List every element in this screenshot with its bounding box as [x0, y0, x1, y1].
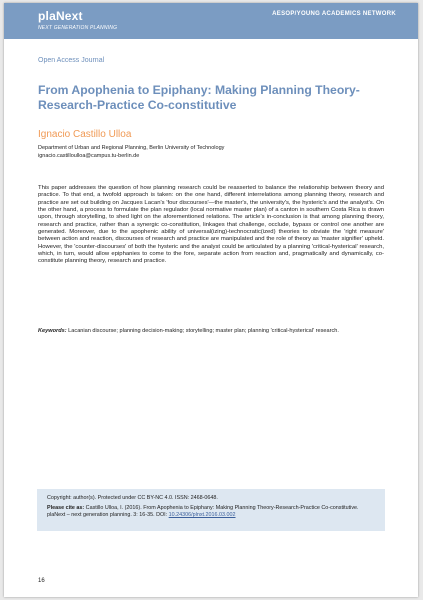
keywords-text: Lacanian discourse; planning decision-making; storytelling; master plan; planning 'critical-hysterical' research.	[68, 328, 339, 334]
citation	[47, 505, 372, 519]
keywords	[38, 328, 384, 335]
paper-title: From Apophenia to Epiphany: Making Planning Theory-Research-Practice Co-constitutive	[38, 83, 360, 112]
page-number: 16	[38, 578, 45, 584]
journal-tagline: NEXT GENERATION PLANNING	[38, 25, 118, 31]
journal-header	[4, 3, 418, 39]
citation-label: Please cite as:	[47, 505, 85, 511]
author-name: Ignacio Castillo Ulloa	[38, 129, 132, 140]
citation-text: Castillo Ulloa, I. (2016). From Apophenia to Epiphany: Making Planning Theory-Research-Practice Co-constitutive. plaNext – next generation planning. 3: 16-35. DOI:	[47, 505, 359, 518]
author-email[interactable]: ignacio.castilloulloa@campus.tu-berlin.de	[38, 152, 140, 159]
journal-type: Open Access Journal	[38, 57, 105, 64]
citation-box	[37, 489, 385, 531]
doi-link[interactable]: 10.24306/plnxt.2016.03.002	[168, 512, 236, 518]
affiliation: Department of Urban and Regional Planning, Berlin University of Technology	[38, 145, 225, 151]
author-affiliation-block	[38, 145, 224, 160]
keywords-label: Keywords:	[38, 328, 67, 334]
abstract: This paper addresses the question of how planning research could be reasserted to balance the relationship between theory and practice. To that end, a twofold approach is taken: on the one hand, different interrelations among planning theory, research and practice are set out building on Jacques Lacan's 'four discourses'—the master's, the university's, the hysteric's and the analyst's. On the other hand, a process to formulate the plan regulador (local normative master plan) of a canton in southern Costa Rica is drawn upon, through storytelling, to shed light on the aforementioned relations. The article's in-conclusion is that among planning theory, research and practice, rather than a synergic co-constitution, linkages that challenge, occlude, bypass or control one another are generated. Moreover, due to the apophenic ability of universal(izing)-technocratic(ized) theories to obviate the 'right measure' between action and reaction, discourses of research and practice are manipulated and the role of theory as 'master signifier' upheld. However, the 'counter-discourses' of both the hysteric and the analyst could be articulated by a planning 'critical-hysterical' research, which, in turn, would allow epiphanies to come to the fore, separate action from reaction and, pragmatically and dynamically, co-constitute planning theory, research and practice.	[38, 185, 384, 265]
journal-logo: plaNext	[38, 9, 83, 23]
copyright-notice: Copyright: author(s). Protected under CC BY-NC 4.0. ISSN: 2468-0648.	[47, 495, 218, 501]
network-label: AESOP/YOUNG ACADEMICS NETWORK	[272, 11, 396, 17]
document-page	[4, 3, 418, 597]
